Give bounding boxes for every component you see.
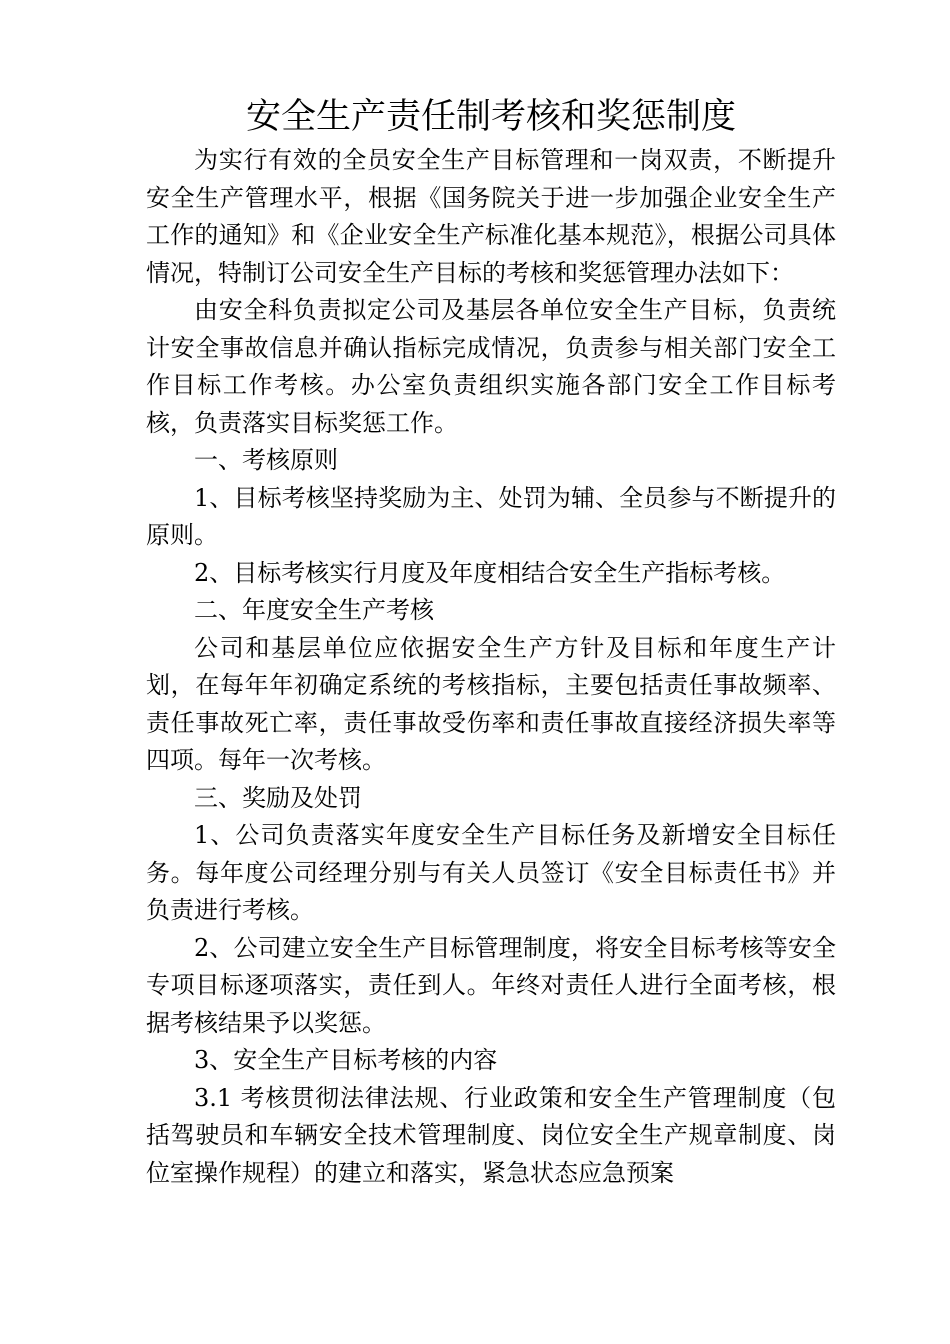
rewards-item-3-1: 3.1 考核贯彻法律法规、行业政策和安全生产管理制度（包括驾驶员和车辆安全技术管理制度、岗位安全生产规章制度、岗位室操作规程）的建立和落实，紧急状态应急预案 (146, 1083, 836, 1187)
rewards-item-3: 3、安全生产目标考核的内容 (194, 1046, 498, 1074)
annual-assessment-paragraph: 公司和基层单位应依据安全生产方针及目标和年度生产计划，在每年年初确定系统的考核指标，主要包括责任事故频率、责任事故死亡率，责任事故受伤率和责任事故直接经济损失率等四项。每年一次考核。 (146, 633, 836, 774)
responsibility-paragraph: 由安全科负责拟定公司及基层各单位安全生产目标，负责统计安全事故信息并确认指标完成情况，负责参与相关部门安全工作目标工作考核。办公室负责组织实施各部门安全工作目标考核，负责落实目标奖惩工作。 (146, 296, 836, 437)
section-heading-principles: 一、考核原则 (194, 446, 338, 474)
intro-paragraph: 为实行有效的全员安全生产目标管理和一岗双责，不断提升安全生产管理水平，根据《国务院关于进一步加强企业安全生产工作的通知》和《企业安全生产标准化基本规范》，根据公司具体情况，特制订公司安全生产目标的考核和奖惩管理办法如下： (146, 146, 836, 287)
rewards-item-2: 2、公司建立安全生产目标管理制度，将安全目标考核等安全专项目标逐项落实，责任到人。年终对责任人进行全面考核，根据考核结果予以奖惩。 (146, 933, 836, 1037)
rewards-item-1: 1、公司负责落实年度安全生产目标任务及新增安全目标任务。每年度公司经理分别与有关人员签订《安全目标责任书》并负责进行考核。 (146, 821, 836, 924)
principle-item-1: 1、目标考核坚持奖励为主、处罚为辅、全员参与不断提升的原则。 (146, 483, 836, 549)
section-heading-rewards-penalties: 三、奖励及处罚 (194, 783, 362, 812)
document-title: 安全生产责任制考核和奖惩制度 (245, 97, 736, 137)
document-page (146, 92, 836, 1192)
principle-item-2: 2、目标考核实行月度及年度相结合安全生产指标考核。 (194, 558, 786, 587)
section-heading-annual-assessment: 二、年度安全生产考核 (194, 596, 434, 624)
